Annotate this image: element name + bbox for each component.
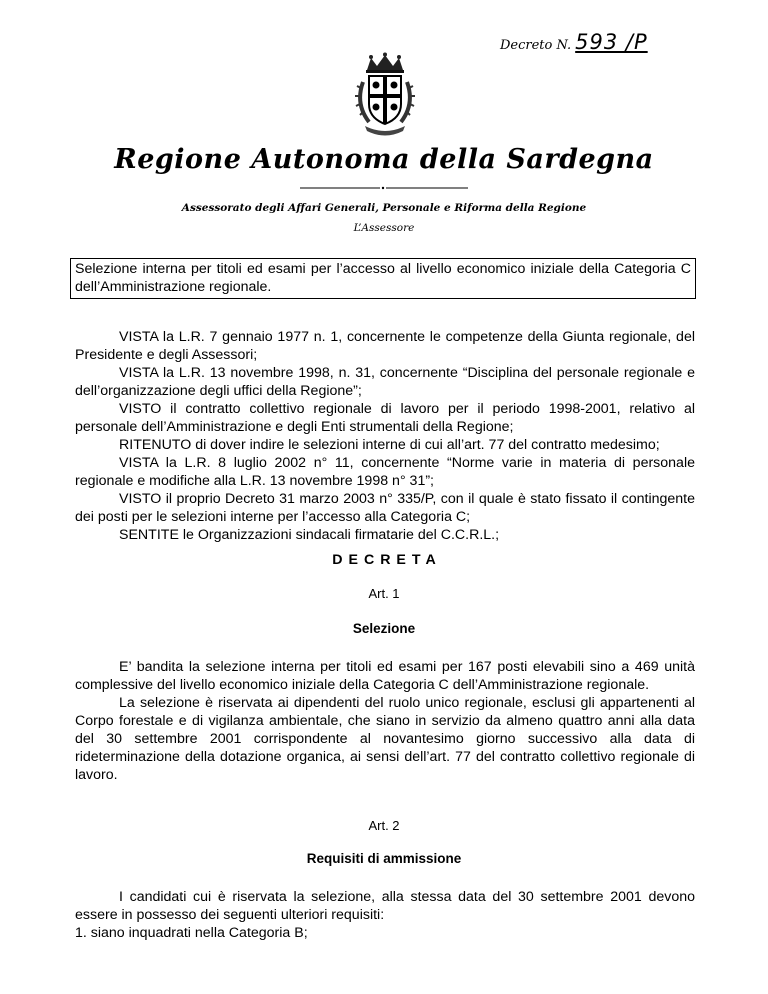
decree-subject: Selezione interna per titoli ed esami per l’accesso al livello economico iniziale della Categoria C dell’Amministrazione regionale. [70, 258, 696, 299]
article-title: Requisiti di ammissione [306, 851, 462, 866]
office-name: L’Assessore [353, 222, 415, 234]
article-2-text [75, 888, 695, 942]
department-name: Assessorato degli Affari Generali, Personale e Riforma della Regione [181, 202, 587, 214]
decree-number [500, 30, 648, 54]
region-title: Regione Autonoma della Sardegna [114, 144, 654, 175]
preamble-paragraph: VISTO il proprio Decreto 31 marzo 2003 n° 335/P, con il quale è stato fissato il contingente dei posti per le selezioni interne per l’accesso alla Categoria C; [75, 491, 695, 525]
article-paragraph: I candidati cui è riservata la selezione, alla stessa data del 30 settembre 2001 devono essere in possesso dei seguenti ulteriori requisiti: [75, 889, 695, 923]
article-number: Art. 2 [368, 818, 400, 833]
preamble-paragraph: RITENUTO di dover indire le selezioni interne di cui all’art. 77 del contratto medesimo; [119, 437, 660, 453]
decree-number-value: 593 /P [575, 30, 648, 54]
region-coat-of-arms-emblem [353, 52, 417, 136]
title-divider [300, 182, 468, 192]
decreta-heading: DECRETA [332, 552, 442, 568]
article-paragraph: E’ bandita la selezione interna per titoli ed esami per 167 posti elevabili sino a 469 unità complessive del livello economico iniziale della Categoria C dell’Amministrazione regionale. [75, 659, 695, 693]
requirement-list-item: 1. siano inquadrati nella Categoria B; [75, 925, 308, 941]
article-paragraph: La selezione è riservata ai dipendenti del ruolo unico regionale, esclusi gli appartenenti al Corpo forestale e di vigilanza ambientale, che siano in servizio da almeno quattro anni alla data del 30 settembre 2001 corrispondente al novantesimo giorno successivo alla data di rideterminazione della dotazione organica, ai sensi dell’art. 77 del contratto collettivo regionale di lavoro. [75, 695, 695, 783]
preamble-paragraph: VISTA la L.R. 7 gennaio 1977 n. 1, concernente le competenze della Giunta regionale, del Presidente e degli Assessori; [75, 329, 695, 363]
preamble [75, 328, 695, 544]
preamble-paragraph: VISTA la L.R. 13 novembre 1998, n. 31, concernente “Disciplina del personale regionale e dell’organizzazione degli uffici della Regione”; [75, 365, 695, 399]
preamble-paragraph: VISTO il contratto collettivo regionale di lavoro per il periodo 1998-2001, relativo al personale dell’Amministrazione e degli Enti strumentali della Regione; [75, 401, 695, 435]
article-1-text [75, 658, 695, 784]
article-number: Art. 1 [368, 586, 400, 601]
preamble-paragraph: VISTA la L.R. 8 luglio 2002 n° 11, concernente “Norme varie in materia di personale regionale e modifiche alla L.R. 13 novembre 1998 n° 31”; [75, 455, 695, 489]
decree-label: Decreto N. [500, 38, 572, 53]
preamble-paragraph: SENTITE le Organizzazioni sindacali firmatarie del C.C.R.L.; [119, 527, 500, 543]
article-title: Selezione [352, 621, 416, 636]
